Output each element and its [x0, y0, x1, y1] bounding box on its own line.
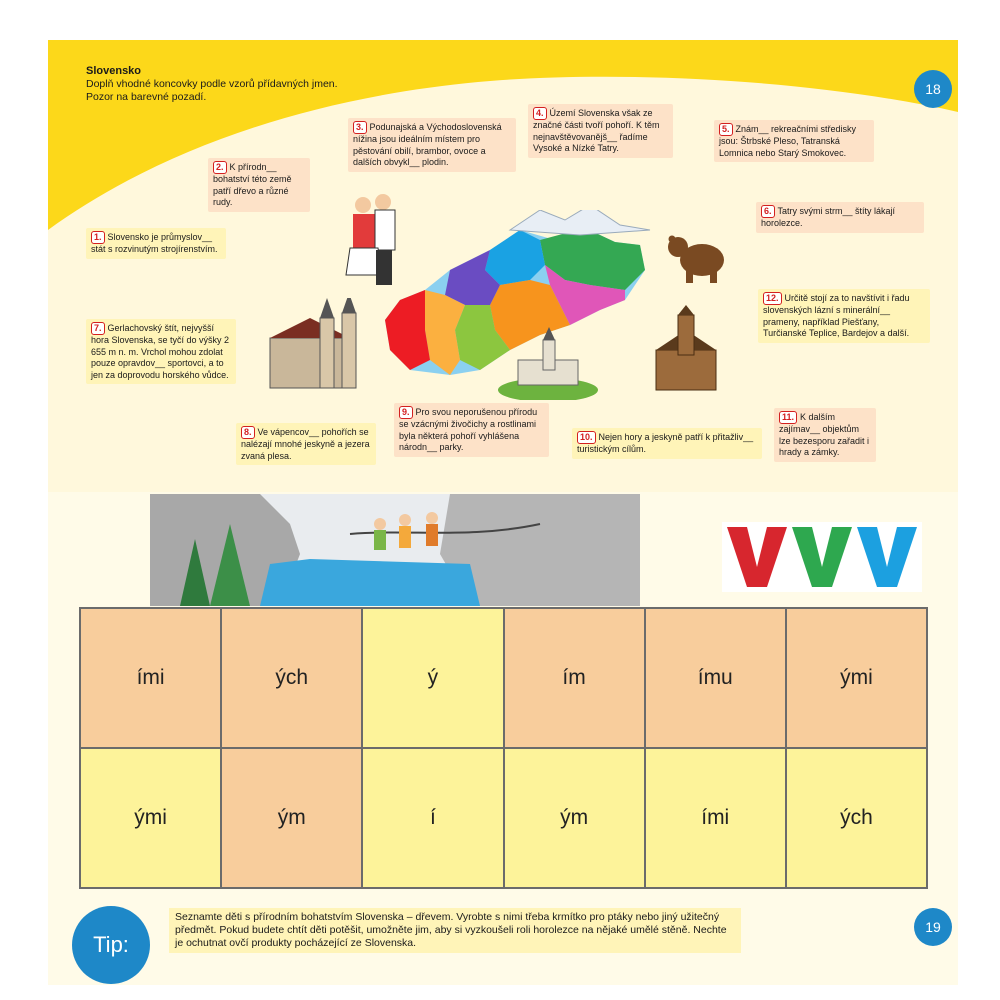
ending-cell[interactable]: ími [80, 608, 221, 748]
endings-grid [79, 607, 928, 889]
exercise-text: Pro svou neporušenou přírodu se vzácnými živočichy a rostlinami byla některá pohoří vyhlášena národn__ parky. [399, 407, 538, 452]
page-number-bottom: 19 [914, 908, 952, 946]
ending-cell[interactable]: ým [504, 748, 645, 888]
ending-cell[interactable]: ími [645, 748, 786, 888]
exercise-text: Gerlachovský štít, nejvyšší hora Slovenska, se tyčí do výšky 2 655 m n. m. Vrchol mohou zdolat pouze opravdov__ sportovci, a to jen za doprovodu horského vůdce. [91, 323, 230, 380]
tip-badge: Tip: [72, 906, 150, 984]
exercise-text: Nejen hory a jeskyně patří k přitažliv__ turistickým cílům. [577, 432, 754, 454]
exercise-number: 6. [761, 205, 775, 218]
ending-cell[interactable]: í [362, 748, 503, 888]
exercise-8 [236, 423, 376, 465]
instruction-line-1: Doplň vhodné koncovky podle vzorů přídavných jmen. [86, 78, 338, 90]
exercise-text: Podunajská a Východoslovenská nížina jsou ideálním místem pro pěstování obilí, brambor, ovoce a dalších obvykl__ plodin. [353, 122, 502, 167]
vvv-logo [722, 522, 922, 592]
exercise-number: 8. [241, 426, 255, 439]
exercise-text: Zná​m__ rekreačními středisky jsou: Štrbské Pleso, Tatranská Lomnica nebo Starý Smokovec. [719, 124, 857, 158]
exercise-number: 3. [353, 121, 367, 134]
exercise-text: K přírodn__ bohatství této země patří dřevo a různé rudy. [213, 162, 292, 207]
exercise-text: Ve vápencov__ pohořích se nalézají mnohé jeskyně a jezera zvaná plesa. [241, 427, 370, 461]
ending-cell[interactable]: ý [362, 608, 503, 748]
exercise-text: K dalším zajímav__ objektům lze bezesporu zařadit i hrady a zámky. [779, 412, 870, 457]
exercise-6 [756, 202, 924, 233]
exercise-number: 11. [779, 411, 797, 424]
bear-illustration [666, 225, 726, 285]
tip-text: Seznamte děti s přírodním bohatstvím Slovenska – dřevem. Vyrobte s nimi třeba krmítko pro ptáky nebo jiný užitečný předmět. Pokud budete chtít děti potěšit, umožněte jim, aby si vyzkoušeli roli horolezce na nějaké umělé stěně. Nechte je ochutnat ovčí produkty pocházející ze Slovenska. [169, 908, 741, 953]
exercise-number: 9. [399, 406, 413, 419]
exercise-text: Určitě stojí za to navštívit i řadu slovenských lázní s minerální__ prameny, například Piešťany, Turčianské Teplice, Bardejov a další. [763, 293, 910, 338]
ending-cell[interactable]: ých [221, 608, 362, 748]
exercise-number: 2. [213, 161, 227, 174]
exercise-12 [758, 289, 930, 343]
exercise-11 [774, 408, 876, 462]
folk-dancers-illustration [338, 190, 408, 300]
hiking-canyon-illustration [150, 494, 640, 606]
exercise-2 [208, 158, 310, 212]
exercise-number: 4. [533, 107, 547, 120]
page-title: Slovensko [86, 65, 142, 77]
exercise-number: 12. [763, 292, 782, 305]
exercise-header [86, 65, 338, 104]
church-illustration [260, 298, 380, 398]
exercise-7 [86, 319, 236, 384]
ending-cell[interactable]: ímu [645, 608, 786, 748]
ending-cell[interactable]: ými [80, 748, 221, 888]
ending-cell[interactable]: ým [221, 748, 362, 888]
ending-cell[interactable]: ím [504, 608, 645, 748]
wooden-church-illustration [648, 305, 723, 395]
ending-cell[interactable]: ými [786, 608, 927, 748]
exercise-number: 1. [91, 231, 105, 244]
exercise-10 [572, 428, 762, 459]
ending-cell[interactable]: ých [786, 748, 927, 888]
exercise-5 [714, 120, 874, 162]
page-number-top: 18 [914, 70, 952, 108]
exercise-text: Tatry svými strm__ štíty lákají horolezce. [761, 206, 896, 228]
exercise-3 [348, 118, 516, 172]
workbook-page [48, 40, 958, 985]
exercise-number: 10. [577, 431, 596, 444]
exercise-number: 7. [91, 322, 105, 335]
castle-illustration [498, 325, 598, 400]
exercise-number: 5. [719, 123, 733, 136]
exercise-4 [528, 104, 673, 158]
exercise-9 [394, 403, 549, 457]
instruction-line-2: Pozor na barevné pozadí. [86, 91, 207, 103]
exercise-text: Území Slovenska však ze značné části tvoří pohoří. K těm nejnavštěvovanějš__ řadíme Vysoké a Nízké Tatry. [533, 108, 660, 153]
exercise-1 [86, 228, 226, 259]
exercise-text: Slovensko je průmyslov__ stát s rozvinutým strojírenstvím. [91, 232, 218, 254]
